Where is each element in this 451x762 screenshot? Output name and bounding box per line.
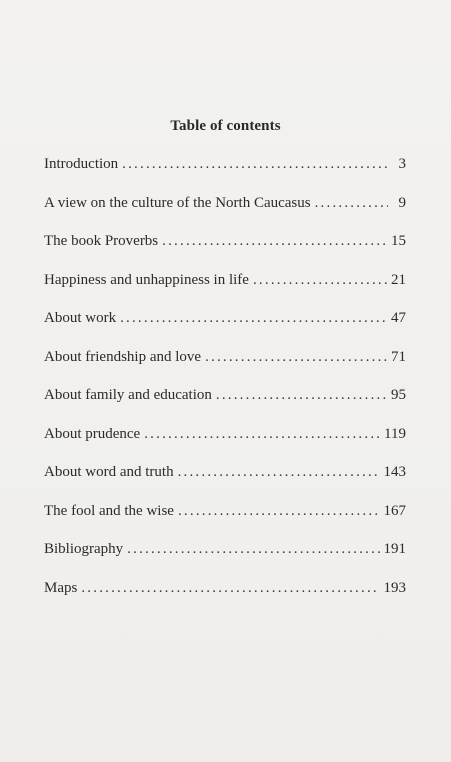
toc-entry-label: About word and truth — [44, 464, 174, 480]
dot-leader — [144, 425, 380, 443]
toc-entry — [44, 309, 406, 348]
page-title: Table of contents — [170, 118, 281, 134]
toc-entry — [44, 348, 406, 387]
toc-entry-page: 167 — [383, 502, 406, 519]
toc-entry-label: About friendship and love — [44, 348, 202, 365]
toc-entry-page: 9 — [398, 194, 406, 211]
toc-entry — [44, 232, 406, 271]
toc-entry — [44, 502, 406, 541]
toc-entry-label: About work — [44, 310, 117, 326]
toc-entry-page: 191 — [383, 541, 406, 557]
toc-entry-label: About prudence — [44, 425, 141, 442]
toc-entry-label: About family and education — [44, 387, 212, 403]
toc-entry-label: Maps — [44, 579, 78, 596]
toc-entry — [44, 194, 406, 233]
table-of-contents — [44, 155, 406, 617]
dot-leader — [216, 386, 387, 404]
toc-entry-label: The book Proverbs — [44, 233, 159, 249]
dot-leader — [315, 194, 388, 212]
toc-entry-label: A view on the culture of the North Caucasus — [44, 194, 311, 211]
toc-entry-page: 95 — [391, 387, 406, 403]
toc-entry-label: Bibliography — [44, 541, 124, 557]
dot-leader — [120, 309, 387, 327]
dot-leader — [122, 155, 388, 173]
toc-entry-page: 119 — [384, 425, 406, 442]
dot-leader — [162, 232, 387, 250]
toc-entry — [44, 425, 406, 464]
dot-leader — [127, 540, 379, 558]
toc-entry-page: 3 — [398, 156, 406, 172]
toc-entry-label: The fool and the wise — [44, 502, 174, 519]
toc-entry-page: 193 — [383, 579, 406, 596]
toc-entry — [44, 271, 406, 310]
toc-entry-page: 47 — [391, 310, 406, 326]
dot-leader — [81, 579, 379, 597]
dot-leader — [253, 271, 387, 289]
toc-entry-label: Happiness and unhappiness in life — [44, 271, 249, 288]
toc-entry-page: 21 — [391, 271, 406, 288]
toc-entry-page: 15 — [391, 233, 406, 249]
dot-leader — [205, 348, 387, 366]
toc-entry-page: 143 — [383, 464, 406, 480]
dot-leader — [178, 463, 380, 481]
toc-entry-page: 71 — [391, 348, 406, 365]
toc-entry-label: Introduction — [44, 156, 119, 172]
toc-entry — [44, 540, 406, 579]
toc-entry — [44, 463, 406, 502]
toc-entry — [44, 386, 406, 425]
toc-entry — [44, 155, 406, 194]
dot-leader — [178, 502, 380, 520]
toc-entry — [44, 579, 406, 618]
